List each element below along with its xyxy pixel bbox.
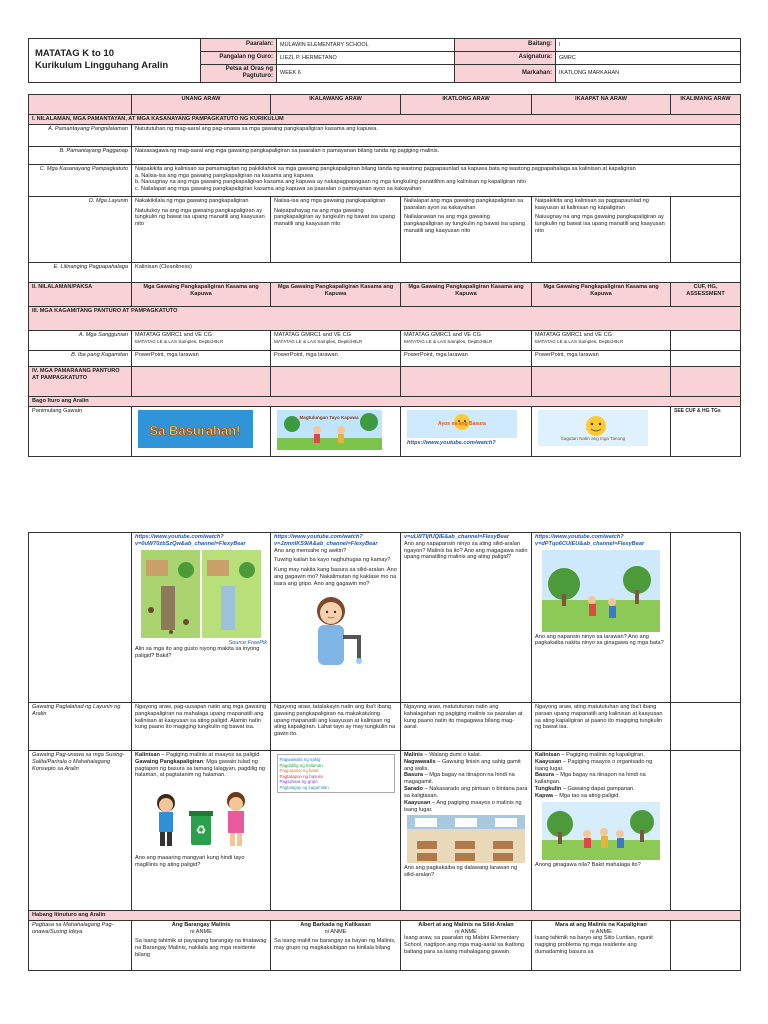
- girl-closing-faucet-image: [301, 591, 371, 669]
- sanggunian-sub: MATATAG LE & LAS Samples, DepEd-BLR: [274, 338, 363, 344]
- paglalahad-day-1: Ngayong araw, pag-uusapan natin ang mga gawaing pangkapaligiran na mahalaga upang mapanatili ang kalinisan at kaayusan sa ating paligid. Alamin natin kung paano ito magiging tungkulin ng bawat isa.: [132, 703, 271, 751]
- paglalahad-day-3: Ngayong araw, matututunan natin ang kahalagahan ng pagiging malinis sa paaralan at kung paano natin ito magagawa bilang mag-aaral.: [401, 703, 532, 751]
- day2-question-2: Tuwing kailan ba kayo naghuhugas ng kamay?: [274, 557, 391, 564]
- nilalaman-day-1: Mga Gawaing Pangkapaligiran Kasama ang Kapuwa: [132, 282, 271, 306]
- paglalahad-day-2: Ngayong araw, tatalakayin natin ang iba't ibang gawaing pangkapaligiran na makakatulong upang mapanatili ang kaayusan at kalinisan ng ating kapaligiran. Lahat tayo ay may tungkulin na gawin ito.: [271, 703, 401, 751]
- sanggunian-main: MATATAG GMRC1 and VE CG: [404, 331, 481, 338]
- k4-basura-line: Basura – Mga bagay na itinapon na hindi na kailangan.: [535, 772, 646, 786]
- classroom-image: [407, 815, 525, 863]
- k4-kapwa-line: Kapwa – Mga tao sa ating paligid.: [535, 792, 620, 799]
- sanggunian-sub: MATATAG LE & LAS Samples, DepEd-BLR: [135, 338, 224, 344]
- k3-nagwawalis-def: Gawaing linisin ang sahig gamit ang walis.: [404, 758, 521, 772]
- youtube-link-day-4[interactable]: https://www.youtube.com/watch?v=dPTqo6CUiEU&ab_channel=FlexyBear: [535, 534, 645, 547]
- layunin-day-2: [271, 196, 401, 262]
- date-value: WEEK 6: [277, 65, 455, 83]
- pagunawa-day-1: [132, 751, 271, 911]
- k4-tungkulin: Tungkulin: [535, 786, 562, 793]
- day2-question-3: Kung may nakita kang basura sa silid-aralan. Ano ang gagawin mo? Nakalimutan ng kaklase mo na isara ang gripo. Ano ang gagawin mo?: [274, 567, 397, 587]
- sanggunian-day-4: [532, 330, 671, 350]
- youtube-link-day-3[interactable]: https://www.youtube.com/watch?: [407, 440, 496, 447]
- k1-def-2: Mga gawain tulad ng pagtapon ng basura sa tamang lalagyan, pagdilig ng halaman, at pagtatanim ng halaman.: [135, 758, 265, 779]
- sanggunian-day-3: [401, 330, 532, 350]
- intro-day-2: [271, 533, 401, 703]
- story-4-author: ni ANME: [590, 928, 612, 935]
- layunin-day-4: [532, 196, 671, 262]
- story-day-4: [532, 920, 671, 970]
- panimulang-day-1: [132, 406, 271, 456]
- k3-basura-line: Basura – Mga bagay na itinapon na hindi na magagamit.: [404, 772, 515, 786]
- k1-def: Pagiging malinis at maayos sa paligid.: [166, 752, 261, 758]
- svg-text:♻: ♻: [195, 823, 207, 838]
- k3-malinis-def: Walang dumi o kalat.: [429, 752, 482, 758]
- kasanayang-item-a: a. Naiisa-isa ang mga gawaing pangkapaligiran na kasama ang kapuwa: [135, 172, 314, 179]
- nilalaman-day-2: Mga Gawaing Pangkapaligiran Kasama ang Kapuwa: [271, 282, 401, 306]
- story-day-1: [132, 920, 271, 970]
- sanggunian-day-5: [671, 330, 741, 350]
- k3-kaayusan-def: Ang pagiging maayos o malinis ng isang lugar.: [404, 799, 522, 813]
- sun-question-image: [538, 410, 648, 446]
- k4-tungkulin-line: Tungkulin – Gawaing dapat gampanan.: [535, 786, 635, 793]
- k1-title-2: Gawaing Pangkapaligiran: [135, 758, 204, 765]
- pamantayang-pangnilalaman-text: Natututuhan ng mag-aaral ang pag-unawa sa mga gawaing pangkapaligiran kasama ang kapuwa.: [132, 124, 741, 146]
- panimulang-day-4: [532, 406, 671, 456]
- k1-title: Kalinisan: [135, 752, 160, 758]
- layunin-3a: Nailalapat ang mga gawaing pangkapaligiran sa paaralan ayon sa kakayahan: [404, 197, 524, 211]
- day3-question: Ano ang napapansin ninyo sa ating silid-aralan ngayon? Malinis ba ito? Ano ang magagawa natin upang manatiling malinis ang ating paligid?: [404, 540, 528, 561]
- dirty-clean-comparison-image: [141, 550, 261, 638]
- pagunawa-day-3: [401, 751, 532, 911]
- nilalaman-day-3: Mga Gawaing Pangkapaligiran Kasama ang Kapuwa: [401, 282, 532, 306]
- sa-basurahan-title-image: [138, 410, 253, 448]
- story-1-text: Sa isang tahimik at payapang barangay na tinatawag na Barangay Malinis, nakilala ang mga residente bilang: [135, 938, 267, 959]
- kasanayang-label: C. Mga Kasanayang Pampagkatuto: [29, 164, 132, 196]
- k3-sarado: Sarado: [404, 786, 423, 793]
- paglalahad-label: Gawaing Paglalahad ng Layunin ng Aralin: [29, 703, 132, 751]
- layunin-label: D. Mga Layunin: [29, 196, 132, 262]
- nilalaman-label: II. NILALAMAN/PAKSA: [29, 282, 132, 306]
- iba-day-1: PowerPoint, mga larawan: [132, 350, 271, 366]
- intro-label-cell: [29, 533, 132, 703]
- k3-basura: Basura: [404, 772, 423, 779]
- layunin-day-3: [401, 196, 532, 262]
- grade-label: Baitang:: [455, 39, 556, 52]
- k3-sarado-line: Sarado – Nakasarado ang pintuan o bintana para sa kaligtasan.: [404, 786, 528, 799]
- panimulang-label: Panimulang Gawain: [29, 406, 132, 456]
- layunin-day-5: [671, 196, 741, 262]
- paglalahad-day-4: Ngayong araw, ating matututuhan ang iba't ibang paraan upang mapanatili ang kalinisan at kaayusan sa ating kapaligiran at paano ito magiging tungkulin ng bawat isa.: [532, 703, 671, 751]
- story-1-title: Ang Barangay Malinis: [171, 921, 231, 928]
- k3-question: Ano ang pagkakaiba ng dalawang larawan ng silid-aralan?: [404, 865, 518, 879]
- layunin-2b: Naipapahayag na ang mga gawaing pangkapaligiran ay tungkulin ng bawat isa upang manatili ang kaayusan nito: [274, 207, 395, 228]
- corner-cell: [29, 95, 132, 115]
- subject-value: GMRC: [556, 52, 741, 65]
- lesson-plan-table: [28, 94, 741, 457]
- k1-question: Ano ang maaaring mangyari kung hindi tayo maglilinis ng ating paligid?: [135, 855, 245, 869]
- section-1-heading: I. NILALAMAN, MGA PAMANTAYAN, AT MGA KASANAYANG PAMPAGKATUTO NG KURIKULUM: [29, 115, 741, 125]
- word-line-6: Paglalagay ng kagamitan: [279, 784, 329, 790]
- intro-day-3: [401, 533, 532, 703]
- k4-basura: Basura: [535, 772, 554, 779]
- kasanayang-item-b: b. Naiuugnay na ang mga gawaing pangkapaligiran kasama ang kapuwa ay nakapagpapagaan ng mga tungkuling panatilihin ang kalinisan ng kapaligiran nito: [135, 179, 526, 186]
- layunin-day-1: [132, 196, 271, 262]
- pagpapahalaga-text: Kalinisan (Cleanliness): [132, 262, 741, 282]
- subject-label: Asignatura:: [455, 52, 556, 65]
- pamaraang-day-4: [532, 366, 671, 396]
- sanggunian-day-2: [271, 330, 401, 350]
- pagunawa-day-5: [671, 751, 741, 911]
- story-day-2: [271, 920, 401, 970]
- kids-cleaning-image: [277, 410, 382, 450]
- pagbasa-label: Pagbasa sa Mahahalagang Pag-unawa/Susing Ideya: [29, 920, 132, 970]
- quarter-label: Markahan:: [455, 65, 556, 83]
- kasanayang-text: Naipakikita ang kalinisan sa pamamagitan ng pakikilahok sa mga gawaing pangkapaligiran bilang tanda ng wastong pagpapaunlad sa kapuwa bata ng wastong pagpapahalaga sa kalinisan at kapaligiran: [135, 165, 636, 172]
- word-list-image: [277, 754, 395, 793]
- kids-recycling-image: [146, 781, 256, 853]
- title-line-2: Kurikulum Lingguhang Aralin: [35, 60, 169, 72]
- k3-malinis-line: Malinis – Walang dumi o kalat.: [404, 752, 482, 758]
- story-day-5: [671, 920, 741, 970]
- title-line-1: MATATAG K to 10: [35, 47, 114, 59]
- iba-label: B. Iba pang Kagamitan: [29, 350, 132, 366]
- k3-sarado-def: Nakasarado ang pintuan o bintana para sa kaligtasan.: [404, 786, 528, 799]
- k4-kaayusan: Kaayusan: [535, 758, 562, 765]
- paglalahad-day-5: [671, 703, 741, 751]
- img3-text: Ayos na ang Basura: [438, 420, 486, 427]
- bago-ituro-heading: Bago Ituro ang Aralin: [29, 396, 741, 406]
- quarter-value: IKATLONG MARKAHAN: [556, 65, 741, 83]
- source-credit: Source:FreePik: [228, 639, 267, 646]
- pagunawa-label: Gawaing Pag-unawa sa mga Susing-Salita/Parirala o Mahahalagang Konsepto sa Aralin: [29, 751, 132, 911]
- k3-basura-def: Mga bagay na itinapon na hindi na magagamit.: [404, 772, 515, 786]
- word-line-5: Pagsasara ng gripo: [279, 779, 318, 784]
- pagpapahalaga-label: E. Lilinanging Pagpapahalaga: [29, 262, 132, 282]
- assessment-cell: CUF, HG, ASSESSMENT: [671, 282, 741, 306]
- sanggunian-day-1: [132, 330, 271, 350]
- layunin-4b: Naiuugnay na ang mga gawaing pangkapaligiran ay tungkulin ng bawat isa upang manatili ang kaayusan nito: [535, 214, 665, 235]
- img2-text: Magtulungan Tayo Kapuwa: [299, 414, 359, 420]
- document-title: [29, 39, 201, 83]
- grade-value: I: [556, 39, 741, 52]
- layunin-3b: Nailalarawan na ang mga gawaing pangkapaligiran ay tungkulin ng bawat isa upang manatili ang kaayusan nito: [404, 214, 525, 235]
- layunin-4a: Naipakikita ang kalinisan sa pagpapaunlad ng kaayusan at kalinisan ng kapaligiran: [535, 197, 649, 211]
- k4-kaayusan-line: Kaayusan – Pagiging maayos o organisado ng isang lugar.: [535, 758, 653, 772]
- day2-question-1: Ano ang mensahe ng awitin?: [274, 547, 347, 554]
- day-header-4: IKAAPAT NA ARAW: [532, 95, 671, 115]
- k4-tungkulin-def: Gawaing dapat gampanan.: [567, 786, 635, 793]
- story-4-title: Mara at ang Malinis na Kapaligiran: [555, 921, 647, 928]
- story-3-author: ni ANME: [455, 928, 477, 935]
- k3-malinis: Malinis: [404, 752, 423, 758]
- panimulang-day-2: [271, 406, 401, 456]
- intro-day-4: [532, 533, 671, 703]
- day1-question: Alin sa mga ito ang gusto niyong makita sa inyong paligid? Bakit?: [135, 646, 260, 660]
- word-line-3: Pagpupulot ng kalat: [279, 768, 319, 773]
- pamaraang-day-3: [401, 366, 532, 396]
- sanggunian-sub: MATATAG LE & LAS Samples, DepEd-BLR: [404, 338, 493, 344]
- iba-day-2: PowerPoint, mga larawan: [271, 350, 401, 366]
- iba-day-4: PowerPoint, mga larawan: [532, 350, 671, 366]
- story-2-author: ni ANME: [324, 928, 347, 935]
- story-4-text: Isang tahimik na baryo ang Sitio Luntian, ngunit nagiging problema ng mga residente ang dumadaming basura sa: [535, 935, 653, 956]
- pamaraang-label: IV. MGA PAMARAANG PANTURO AT PAMPAGKATUTO: [29, 366, 132, 396]
- header-table: [28, 38, 741, 83]
- intro-day-1: [132, 533, 271, 703]
- story-2-title: Ang Barkada ng Kalikasan: [300, 921, 371, 928]
- sanggunian-main: MATATAG GMRC1 and VE CG: [135, 331, 212, 338]
- kids-planting-image: [542, 802, 660, 860]
- story-1-author: ni ANME: [190, 928, 212, 935]
- story-2-text: Sa isang maliit na barangay sa bayan ng Malinis, may grupo ng magkakaibigan na kinilala bilang: [274, 938, 396, 952]
- story-day-3: [401, 920, 532, 970]
- lesson-plan-table-continued: [28, 532, 741, 971]
- pamaraang-day-2: [271, 366, 401, 396]
- story-3-title: Albert at ang Malinis na Silid-Aralan: [418, 921, 514, 928]
- sanggunian-sub: MATATAG LE & LAS Samples, DepEd-BLR: [535, 338, 624, 344]
- day-header-5: IKALIMANG ARAW: [671, 95, 741, 115]
- k3-kaayusan: Kaayusan: [404, 799, 431, 806]
- k1-kalinisan-line: Kalinisan – Pagiging malinis at maayos sa paligid.: [135, 752, 261, 758]
- youtube-link-day-3b[interactable]: v=uLWTIjfUQIE&ab_channel=FlexyBear: [404, 534, 510, 540]
- see-cuf-cell: SEE CUF & HG TGs: [671, 406, 741, 456]
- pagunawa-day-4: [532, 751, 671, 911]
- pamaraang-day-1: [132, 366, 271, 396]
- day-header-2: IKALAWANG ARAW: [271, 95, 401, 115]
- k4-kalinisan: Kalinisan: [535, 752, 560, 758]
- sun-cartoon-image: [407, 410, 517, 438]
- k4-basura-def: Mga bagay na itinapon na hindi na kailangan.: [535, 772, 646, 786]
- day-header-3: IKATLONG ARAW: [401, 95, 532, 115]
- youtube-link-day-1[interactable]: https://www.youtube.com/watch?v=0uW70zbSzQw&ab_channel=FlexyBear: [135, 534, 246, 547]
- word-line-4: Pagtatapon ng basura: [279, 773, 323, 779]
- kagamitan-heading: III. MGA KAGAMITANG PANTURO AT PAMPAGKATUTO: [29, 306, 741, 330]
- img4-text: Sagutan Natin ang mga Tanong: [560, 435, 626, 441]
- intro-day-5: [671, 533, 741, 703]
- layunin-2a: Naiisa-isa ang mga gawaing pangkapaligiran: [274, 197, 386, 204]
- k3-nagwawalis: Nagwawalis: [404, 758, 436, 765]
- kids-cleaning-park-image: [542, 550, 660, 632]
- date-label: Petsa at Oras ng Pagtuturo:: [201, 65, 277, 83]
- nilalaman-day-4: Mga Gawaing Pangkapaligiran Kasama ang Kapuwa: [532, 282, 671, 306]
- day4-question: Ano ang napansin ninyo sa larawan? Ano ang pagkakaiba nakita ninyo sa ginagawa ng mga bata?: [535, 633, 664, 647]
- kasanayang-cell: [132, 164, 741, 196]
- img1-text: Sa Basurahan!: [149, 422, 241, 438]
- habang-heading: Habang Itinuturo ang Aralin: [29, 911, 741, 921]
- youtube-link-day-2[interactable]: https://www.youtube.com/watch?v=JzmnlKS9IA&ab_channel=FlexyBear: [274, 534, 378, 547]
- pamaraang-day-5: [671, 366, 741, 396]
- k4-kalinisan-def: Pagiging malinis ng kapaligiran.: [566, 752, 645, 758]
- k3-kaayusan-line: Kaayusan – Ang pagiging maayos o malinis ng isang lugar.: [404, 799, 522, 813]
- teacher-label: Pangalan ng Guro:: [201, 52, 277, 65]
- kasanayang-item-c: c. Nailalapat ang mga gawaing pangkapaligiran kasama ang kapuwa sa paaralan o pamayanan ayon sa kakayahan: [135, 186, 422, 193]
- pamantayan-pagganap-text: Naisasagawa ng mag-aaral ang mga gawaing pangkapaligiran sa paaralan o pamayanan bilang tanda ng pagiging malinis.: [132, 146, 741, 164]
- sanggunian-main: MATATAG GMRC1 and VE CG: [535, 331, 612, 338]
- sanggunian-label: A. Mga Sanggunian: [29, 330, 132, 350]
- k4-kapwa-def: Mga tao sa ating paligid.: [559, 792, 620, 799]
- layunin-1a: Nakakikilala ng mga gawaing pangkapaligiran: [135, 197, 249, 204]
- word-line-1: Pagwawalis ng sahig: [279, 757, 321, 762]
- story-3-text: Isang araw, sa paaralan ng Mabini Elementary School, nagtipon ang mga mag-aaral sa ikatlong baitang para sa isang mahalagang gawain.: [404, 935, 525, 956]
- word-line-2: Pagdidilig ng halaman: [279, 762, 323, 768]
- iba-day-5: [671, 350, 741, 366]
- school-label: Paaralan:: [201, 39, 277, 52]
- k4-kaayusan-def: Pagiging maayos o organisado ng isang lugar.: [535, 758, 653, 772]
- k3-nagwawalis-line: Nagwawalis – Gawaing linisin ang sahig gamit ang walis.: [404, 758, 521, 772]
- pagunawa-day-2: [271, 751, 401, 911]
- teacher-value: LIEZL P. HERMETANO: [277, 52, 455, 65]
- school-value: MULAWIN ELEMENTARY SCHOOL: [277, 39, 455, 52]
- pamantayan-pagganap-label: B. Pamantayang Pagganap: [29, 146, 132, 164]
- layunin-1b: Natutukoy na ang mga gawaing pangkapaligiran ay tungkulin ng bawat isa upang manatili ang kaayusan nito: [135, 207, 265, 228]
- k4-kapwa: Kapwa: [535, 792, 554, 799]
- day-header-1: UNANG ARAW: [132, 95, 271, 115]
- sanggunian-main: MATATAG GMRC1 and VE CG: [274, 331, 351, 338]
- k4-kalinisan-line: Kalinisan – Pagiging malinis ng kapaligiran.: [535, 752, 645, 758]
- pamantayang-pangnilalaman-label: A. Pamantayang Pangnilalaman: [29, 124, 132, 146]
- k1-gawaing-line: Gawaing Pangkapaligiran: Mga gawain tulad ng pagtapon ng basura sa tamang lalagyan, pagdilig ng halaman, at pagtatanim ng halaman.: [135, 758, 265, 779]
- iba-day-3: PowerPoint, mga larawan: [401, 350, 532, 366]
- k4-question: Anong ginagawa nila? Bakit mahalaga ito?: [535, 861, 641, 868]
- panimulang-day-3: [401, 406, 532, 456]
